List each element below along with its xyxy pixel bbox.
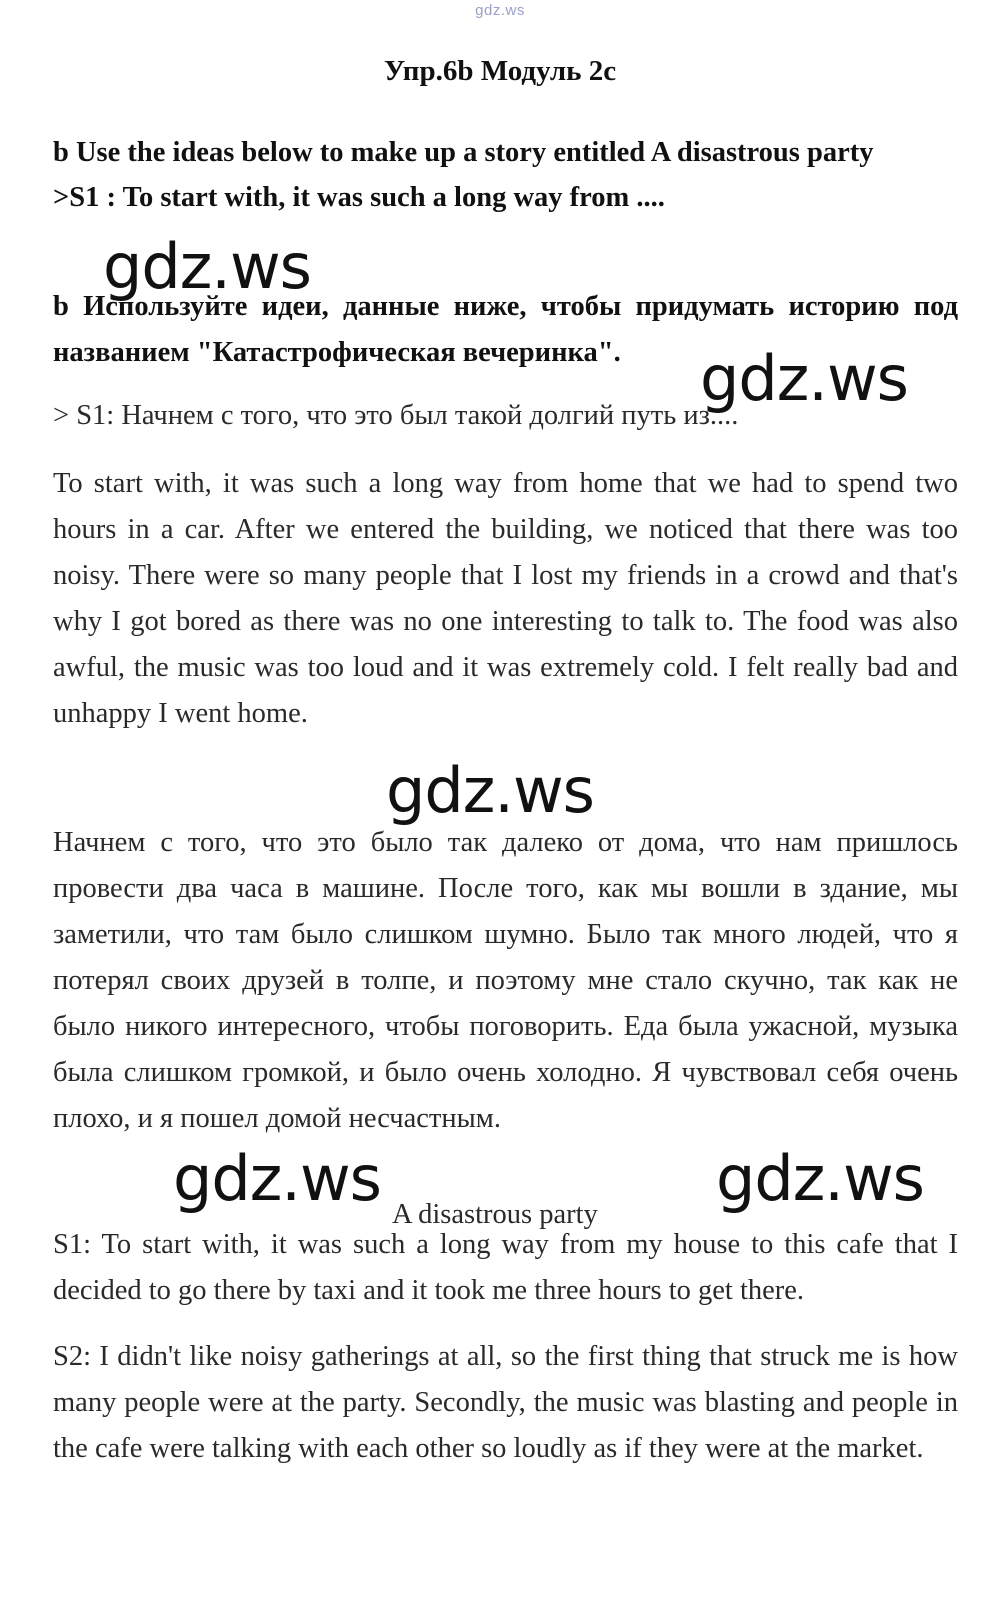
watermark: gdz.ws — [103, 230, 311, 303]
answer-en-paragraph: To start with, it was such a long way from home that we had to spend two hours in a car. After we entered the building, we noticed that there was too noisy. There were so many people that I lost my friends in a crowd and that's why I got bored as there was no one interesting to talk to. The food was also awful, the music was too loud and it was extremely cold. I felt really bad and unhappy I went home. — [53, 468, 958, 729]
task-ru: b Используйте идеи, данные ниже, чтобы придумать историю под названием "Катастрофическая вечеринка". — [53, 291, 958, 368]
answer-ru-paragraph: Начнем с того, что это было так далеко от дома, что нам пришлось провести два часа в машине. После того, как мы вошли в здание, мы заметили, что там было слишком шумно. Было так много людей, что я потерял своих друзей в толпе, и поэтому мне стало скучно, так как не было никого интересного, чтобы поговорить. Еда была ужасной, музыка была слишком громкой, и было очень холодно. Я чувствовал себя очень плохо, и я пошел домой несчастным. — [53, 827, 958, 1134]
task-en-line2: >S1 : To start with, it was such a long way from .... — [53, 182, 665, 213]
watermark: gdz.ws — [700, 342, 908, 415]
task-en-line1: b Use the ideas below to make up a story entitled A disastrous party — [53, 137, 874, 168]
watermark: gdz.ws — [173, 1142, 381, 1215]
watermark: gdz.ws — [716, 1142, 924, 1215]
story-s1: S1: To start with, it was such a long way from my house to this cafe that I decided to go there by taxi and it took me three hours to get there. — [53, 1229, 958, 1306]
prompt-ru: > S1: Начнем с того, что это был такой долгий путь из.... — [53, 400, 739, 431]
story-s2: S2: I didn't like noisy gatherings at all, so the first thing that struck me is how many people were at the party. Secondly, the music was blasting and people in the cafe were talking with each other so loudly as if they were at the market. — [53, 1341, 958, 1464]
watermark: gdz.ws — [386, 754, 594, 827]
story-title: A disastrous party — [392, 1199, 598, 1230]
site-mark: gdz.ws — [475, 2, 525, 19]
page-title: Упр.6b Модуль 2с — [383, 55, 617, 87]
